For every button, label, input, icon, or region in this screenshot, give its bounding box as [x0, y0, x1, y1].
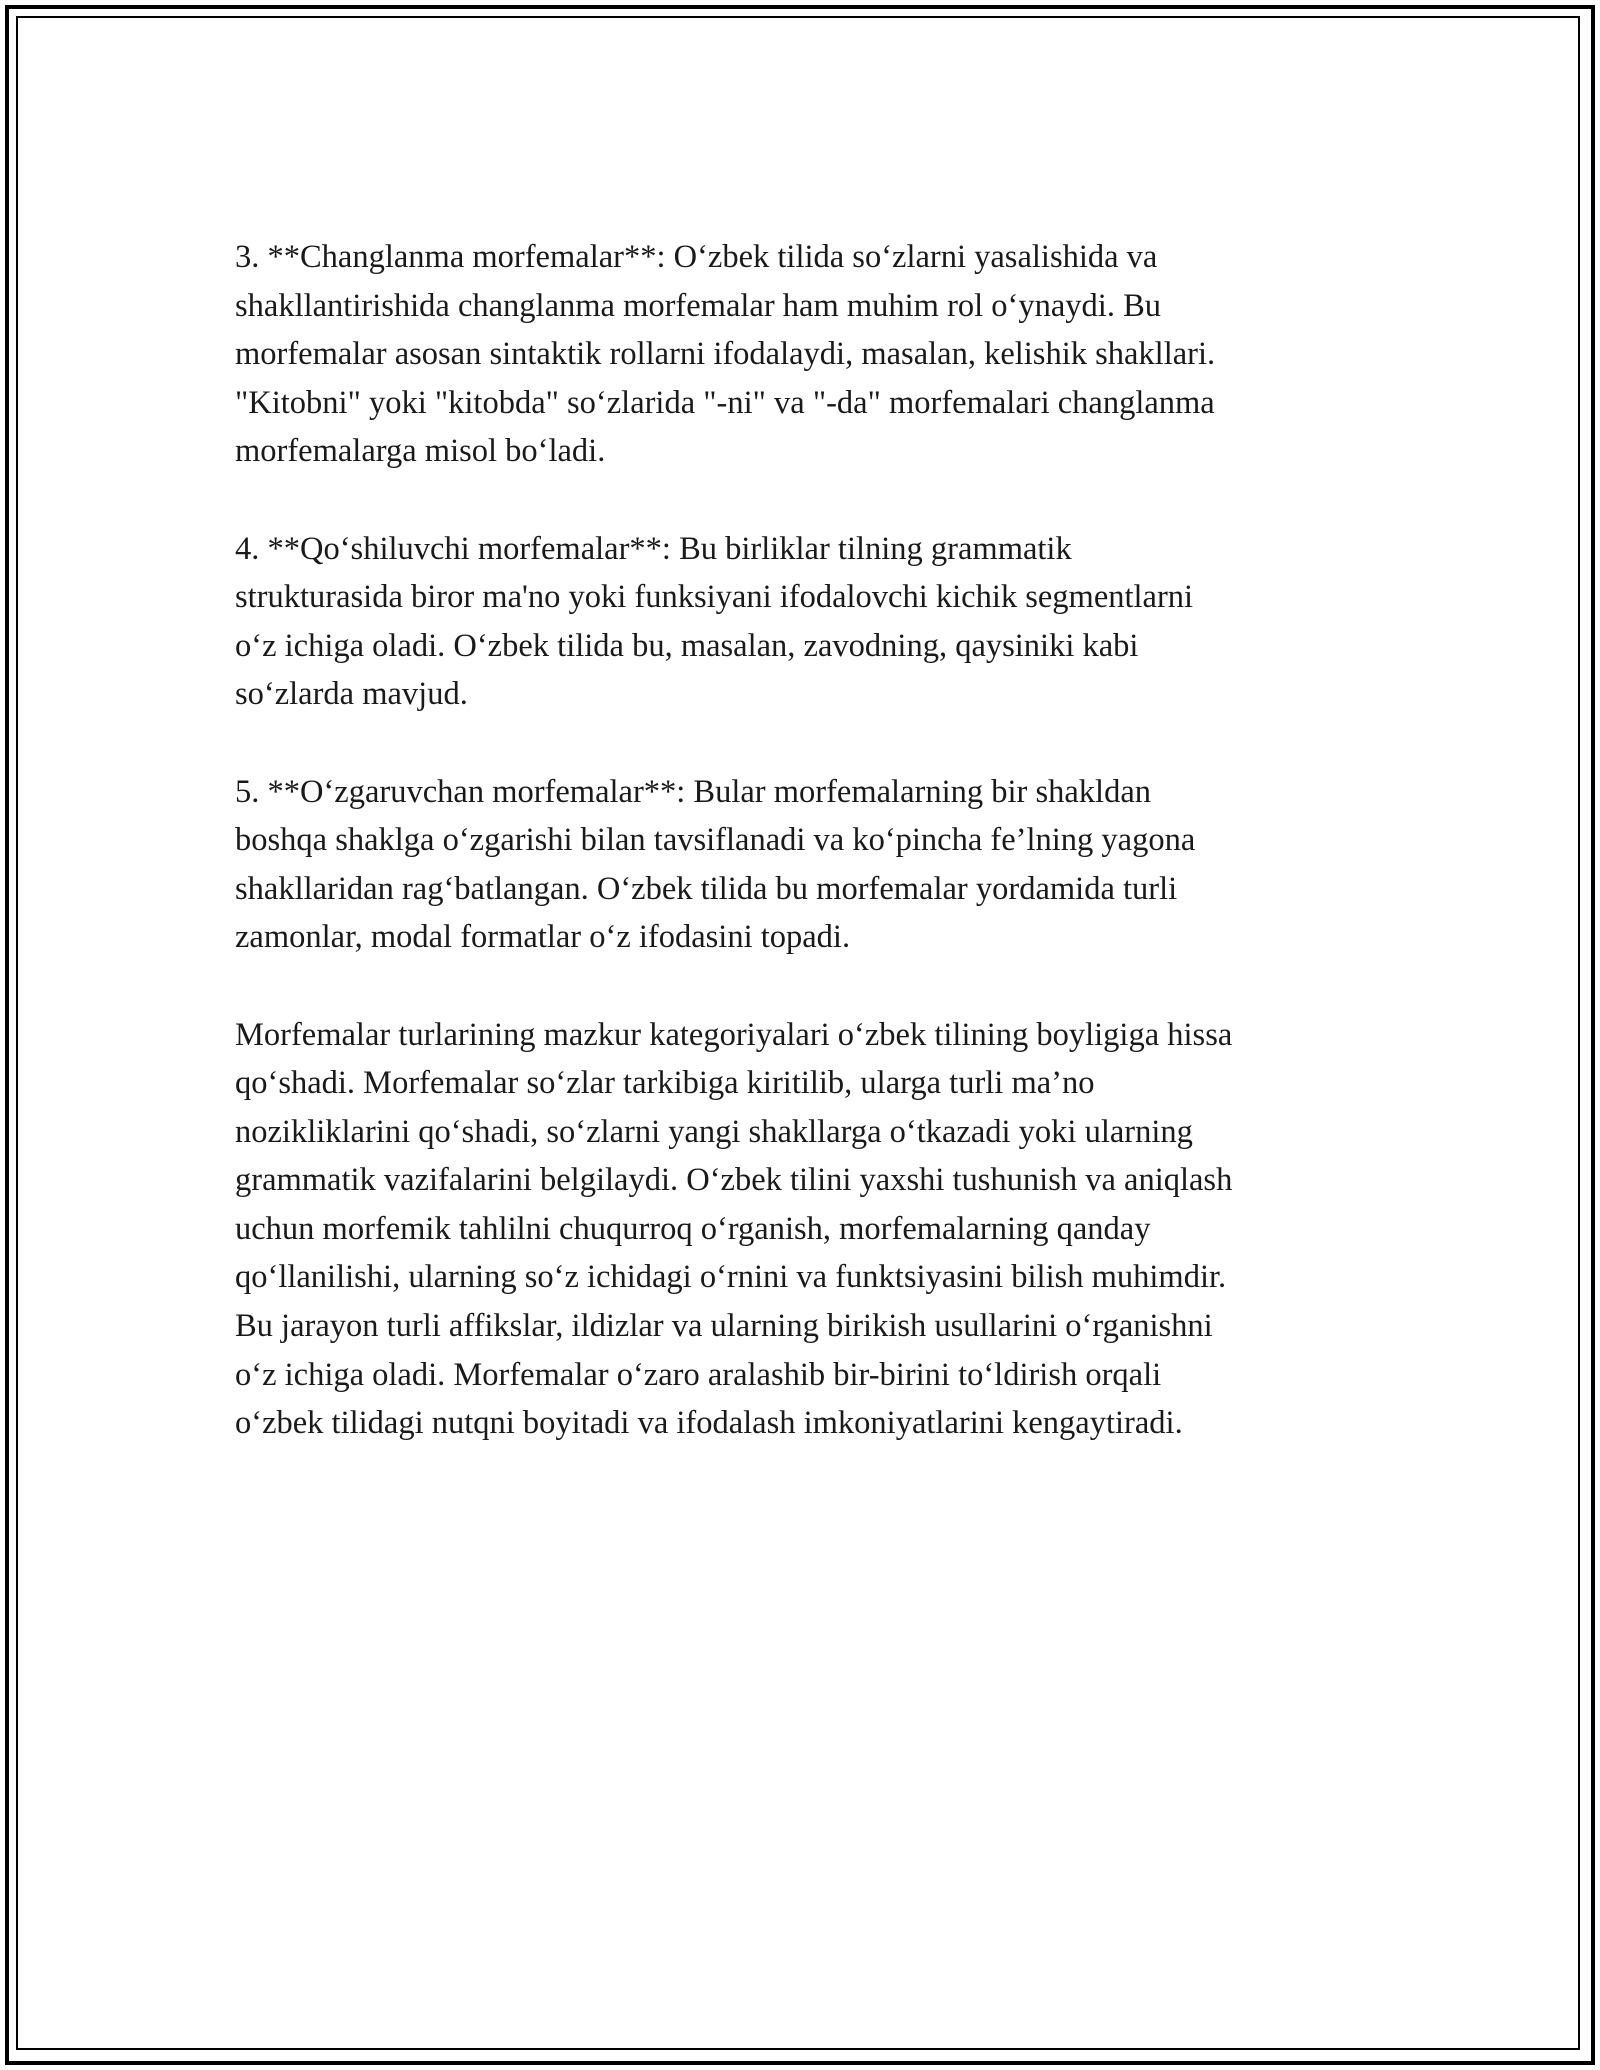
text-line: Morfemalar turlarining mazkur kategoriyalari o‘zbek tilining boyligiga hissa: [235, 1016, 1233, 1053]
text-line: qo‘shadi. Morfemalar so‘zlar tarkibiga kiritilib, ularga turli ma’no: [235, 1065, 1095, 1102]
text-line: shakllantirishida changlanma morfemalar ham muhim rol o‘ynaydi. Bu: [235, 287, 1162, 324]
text-line: 4. **Qo‘shiluvchi morfemalar**: Bu birliklar tilning grammatik: [235, 530, 1072, 567]
text-line: so‘zlarda mavjud.: [235, 676, 468, 713]
text-line: grammatik vazifalarini belgilaydi. O‘zbek tilini yaxshi tushunish va aniqlash: [235, 1162, 1233, 1199]
text-line: 3. **Changlanma morfemalar**: O‘zbek tilida so‘zlarni yasalishida va: [235, 239, 1158, 275]
text-line: qo‘llanilishi, ularning so‘z ichidagi o‘rnini va funktsiyasini bilish muhimdir.: [235, 1259, 1227, 1296]
paragraph-summary: [235, 1011, 1390, 1448]
text-line: strukturasida biror ma'no yoki funksiyani ifodalovchi kichik segmentlarni: [235, 579, 1194, 616]
text-line: o‘z ichiga oladi. O‘zbek tilida bu, masalan, zavodning, qaysiniki kabi: [235, 627, 1139, 664]
text-line: o‘zbek tilidagi nutqni boyitadi va ifodalash imkoniyatlarini kengaytiradi.: [235, 1405, 1183, 1442]
text-line: zamonlar, modal formatlar o‘z ifodasini topadi.: [235, 919, 851, 956]
document-body: [235, 233, 1390, 1448]
text-line: nozikliklarini qo‘shadi, so‘zlarni yangi shakllarga o‘tkazadi yoki ularning: [235, 1113, 1193, 1150]
text-line: morfemalarga misol bo‘ladi.: [235, 433, 606, 470]
text-line: uchun morfemik tahlilni chuqurroq o‘rganish, morfemalarning qanday: [235, 1210, 1151, 1247]
paragraph-changlanma-morfemalar: [235, 233, 1390, 476]
text-line: morfemalar asosan sintaktik rollarni ifodalaydi, masalan, kelishik shakllari.: [235, 336, 1216, 373]
paragraph-qoshiluvchi-morfemalar: [235, 525, 1390, 719]
text-line: shakllaridan rag‘batlangan. O‘zbek tilida bu morfemalar yordamida turli: [235, 870, 1178, 907]
text-line: "Kitobni" yoki "kitobda" so‘zlarida "-ni" va "-da" morfemalari changlanma: [235, 384, 1215, 421]
text-line: boshqa shaklga o‘zgarishi bilan tavsiflanadi va ko‘pincha fe’lning yagona: [235, 822, 1196, 859]
text-line: Bu jarayon turli affikslar, ildizlar va ularning birikish usullarini o‘rganishni: [235, 1308, 1213, 1345]
text-line: 5. **O‘zgaruvchan morfemalar**: Bular morfemalarning bir shakldan: [235, 773, 1151, 810]
paragraph-ozgaruvchan-morfemalar: [235, 768, 1390, 962]
text-line: o‘z ichiga oladi. Morfemalar o‘zaro aralashib bir-birini to‘ldirish orqali: [235, 1356, 1162, 1393]
